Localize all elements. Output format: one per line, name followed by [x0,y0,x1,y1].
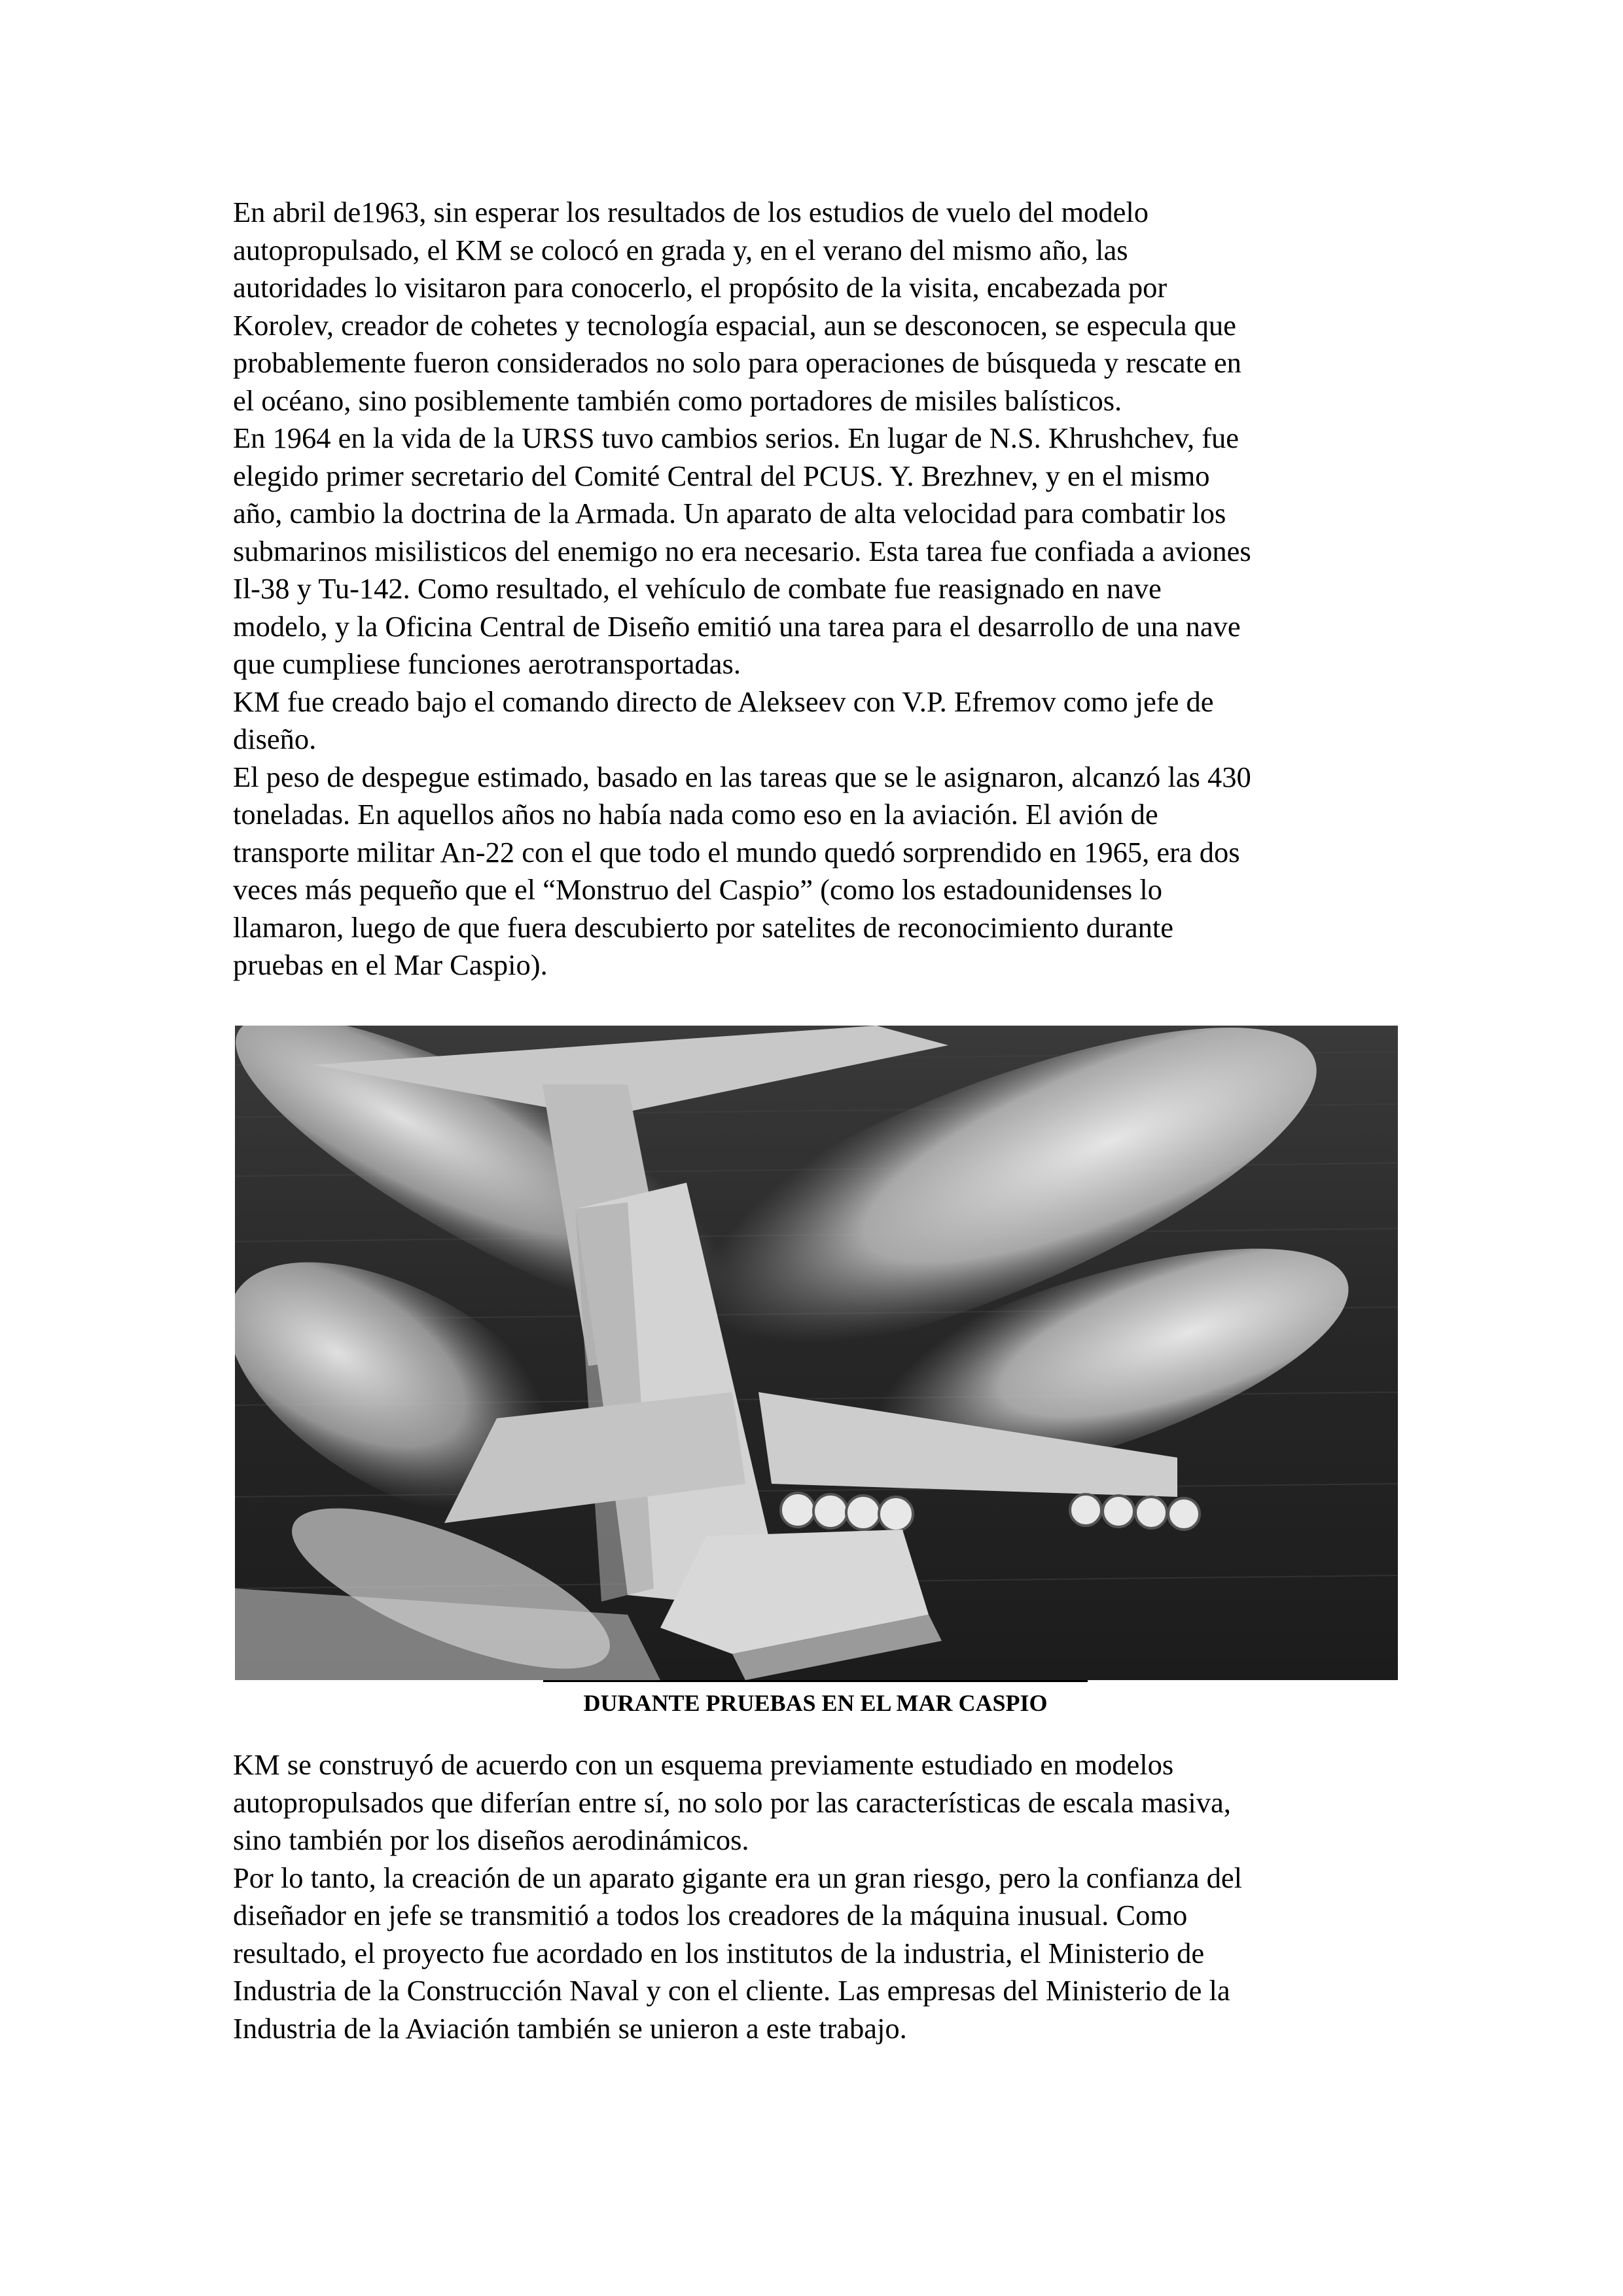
text-line: año, cambio la doctrina de la Armada. Un aparato de alta velocidad para combatir los [233,497,1226,529]
text-line: toneladas. En aquellos años no había nada como eso en la aviación. El avión de [233,798,1158,831]
text-line: resultado, el proyecto fue acordado en los institutos de la industria, el Ministerio de [233,1936,1205,1969]
text-line: En abril de1963, sin esperar los resultados de los estudios de vuelo del modelo [233,196,1149,228]
text-line: Industria de la Aviación también se unieron a este trabajo. [233,2011,907,2045]
text-line: Il-38 y Tu-142. Como resultado, el vehículo de combate fue reasignado en nave [233,572,1162,605]
text-line: sino también por los diseños aerodinámicos. [233,1823,749,1856]
text-line: transporte militar An-22 con el que todo el mundo quedó sorprendido en 1965, era dos [233,835,1240,869]
ekranoplan-photo [235,1026,1398,1680]
text-line: elegido primer secretario del Comité Central del PCUS. Y. Brezhnev, y en el mismo [233,459,1210,492]
text-line: diseñador en jefe se transmitió a todos los creadores de la máquina inusual. Como [233,1899,1188,1931]
text-line: KM se construyó de acuerdo con un esquema previamente estudiado en modelos [233,1748,1174,1781]
text-line: que cumpliese funciones aerotransportadas. [233,647,741,680]
text-line: autoridades lo visitaron para conocerlo, el propósito de la visita, encabezada por [233,271,1168,304]
text-line: autopropulsados que diferían entre sí, no solo por las características de escala masiva, [233,1785,1231,1819]
text-line: diseño. [233,723,317,755]
text-line: autopropulsado, el KM se colocó en grada y, en el verano del mismo año, las [233,233,1128,266]
body-text-top [233,194,1424,984]
text-line: llamaron, luego de que fuera descubierto por satelites de reconocimiento durante [233,910,1174,944]
body-text-bottom [233,1746,1424,2047]
text-line: modelo, y la Oficina Central de Diseño emitió una tarea para el desarrollo de una nave [233,609,1241,643]
text-line: Por lo tanto, la creación de un aparato gigante era un gran riesgo, pero la confianza del [233,1861,1243,1894]
text-line: El peso de despegue estimado, basado en las tareas que se le asignaron, alcanzó las 430 [233,760,1251,793]
text-line: KM fue creado bajo el comando directo de Alekseev con V.P. Efremov como jefe de [233,685,1214,718]
text-line: Korolev, creador de cohetes y tecnología espacial, aun se desconocen, se especula que [233,308,1236,342]
text-line: el océano, sino posiblemente también como portadores de misiles balísticos. [233,384,1122,417]
text-line: veces más pequeño que el “Monstruo del Caspio” (como los estadounidenses lo [233,873,1162,906]
text-line: probablemente fueron considerados no solo para operaciones de búsqueda y rescate en [233,346,1241,379]
text-line: En 1964 en la vida de la URSS tuvo cambios serios. En lugar de N.S. Khrushchev, fue [233,422,1240,454]
text-line: Industria de la Construcción Naval y con el cliente. Las empresas del Ministerio de la [233,1974,1230,2007]
photo-caption: DURANTE PRUEBAS EN EL MAR CASPIO [543,1680,1088,1717]
caspian-sea-monster-photo-illustration [235,1026,1398,1680]
text-line: submarinos misilisticos del enemigo no era necesario. Esta tarea fue confiada a aviones [233,534,1251,567]
text-line: pruebas en el Mar Caspio). [233,948,548,981]
